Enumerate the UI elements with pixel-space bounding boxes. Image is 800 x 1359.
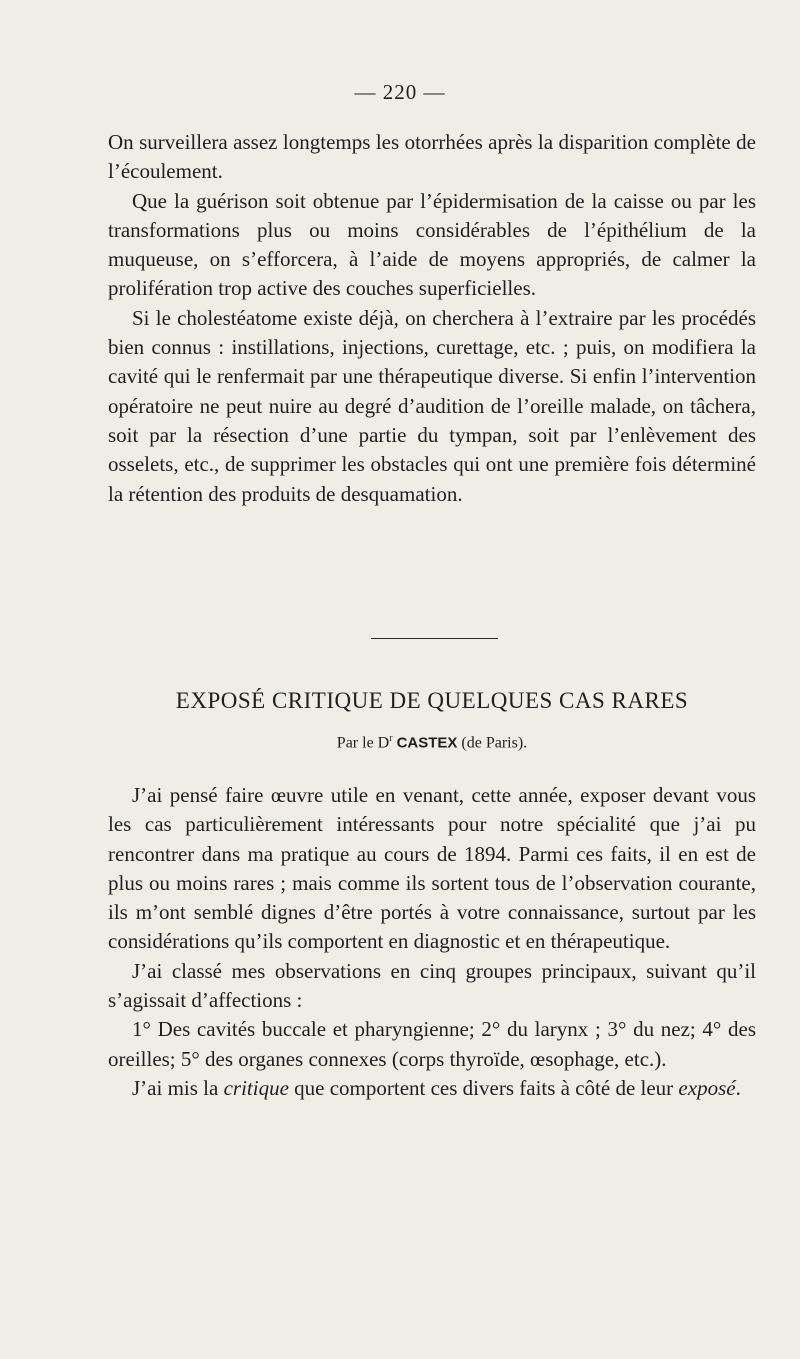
paragraph: J’ai pensé faire œuvre utile en venant, cette année, exposer devant vous les cas particulièrement intéressants pour notre spécialité que j’ai pu rencontrer dans ma pratique au cours de 1894. Parmi ces faits, il en est de plus ou moins rares ; mais comme ils sortent tous de l’observation courante, ils m’ont semblé dignes d’être portés à votre connaissance, surtout par les considérations qu’ils comportent en diagnostic et en thérapeutique. (108, 783, 756, 954)
byline-prefix: Par le D (336, 734, 390, 752)
italic-term: exposé (678, 1075, 736, 1100)
page-number: — 220 — (354, 80, 446, 104)
paragraph: On surveillera assez longtemps les otorrhées après la disparition complète de l’écoulement. (108, 130, 756, 184)
text-span: J’ai mis la (132, 1075, 224, 1100)
article-title: EXPOSÉ CRITIQUE DE QUELQUES CAS RARES (175, 688, 689, 713)
article-body (108, 781, 756, 1103)
paragraph: 1° Des cavités buccale et pharyngienne; 2° du larynx ; 3° du nez; 4° des oreilles; 5° des organes connexes (corps thyroïde, œsophage, etc.). (108, 1017, 756, 1071)
byline-sup: r (389, 733, 393, 744)
text-span: . (735, 1075, 741, 1100)
paragraph (108, 1074, 756, 1103)
section-continuation (108, 128, 756, 509)
section-divider (371, 638, 498, 639)
text-span: que comportent ces divers faits à côté de leur (288, 1075, 679, 1100)
article-byline (108, 733, 756, 752)
paragraph: Que la guérison soit obtenue par l’épidermisation de la caisse ou par les transformations plus ou moins considérables de l’épithélium de la muqueuse, on s’efforcera, à l’aide de moyens appropriés, de calmer la prolifération trop active des couches superficielles. (108, 188, 756, 301)
byline-author: CASTEX (396, 734, 458, 752)
italic-term: critique (223, 1075, 289, 1100)
byline-suffix: (de Paris). (461, 734, 528, 752)
paragraph: J’ai classé mes observations en cinq groupes principaux, suivant qu’il s’agissait d’affections : (108, 958, 756, 1013)
paragraph: Si le cholestéatome existe déjà, on cherchera à l’extraire par les procédés bien connus : instillations, injections, curettage, etc. ; puis, on modifiera la cavité qui le renfermait par une thérapeutique diverse. Si enfin l’intervention opératoire ne peut nuire au degré d’audition de l’oreille malade, on tâchera, soit par la résection d’une partie du tympan, soit par l’enlèvement des osselets, etc., de supprimer les obstacles qui ont une première fois déterminé la rétention des produits de desquamation. (108, 305, 756, 506)
